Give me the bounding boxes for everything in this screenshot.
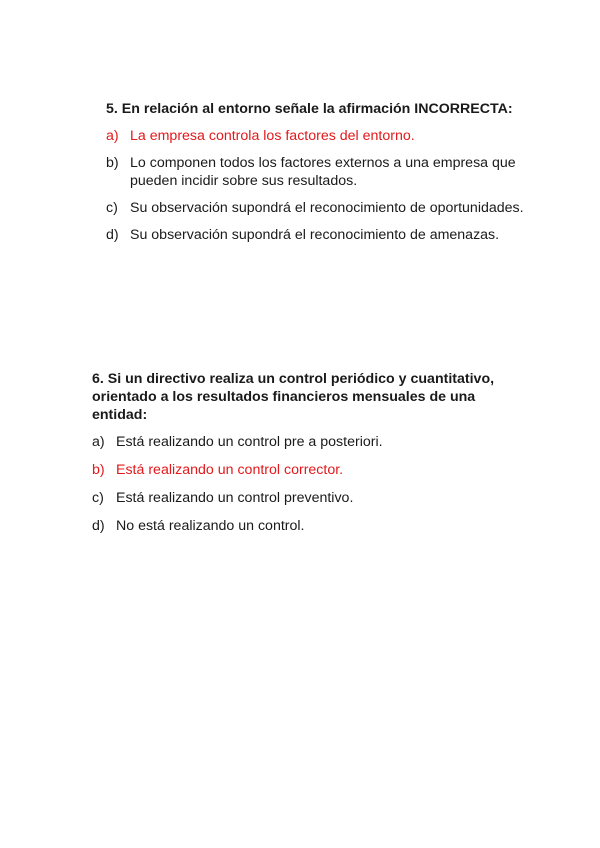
question-6-options xyxy=(92,433,512,535)
option-letter: a) xyxy=(92,434,105,450)
question-6-option-d xyxy=(92,517,512,535)
question-6 xyxy=(92,370,512,545)
option-text: No está realizando un control. xyxy=(116,518,305,534)
option-letter: a) xyxy=(106,128,119,144)
question-5-options xyxy=(106,127,546,244)
option-letter: b) xyxy=(106,155,119,171)
option-letter: c) xyxy=(106,200,118,216)
option-text: Está realizando un control pre a posteriori. xyxy=(116,434,383,450)
option-text: La empresa controla los factores del entorno. xyxy=(130,128,415,144)
option-letter: b) xyxy=(92,462,105,478)
question-5-option-c xyxy=(106,199,546,217)
question-5 xyxy=(106,100,546,253)
question-6-option-b xyxy=(92,461,512,479)
question-5-option-b xyxy=(106,154,546,190)
question-5-option-a xyxy=(106,127,546,145)
option-text: Su observación supondrá el reconocimiento de oportunidades. xyxy=(130,200,524,216)
option-text: Lo componen todos los factores externos a una empresa que pueden incidir sobre sus resultados. xyxy=(130,155,516,189)
option-letter: d) xyxy=(106,227,119,243)
question-6-title: 6. Si un directivo realiza un control periódico y cuantitativo, orientado a los resultados financieros mensuales de una entidad: xyxy=(92,371,495,423)
option-letter: d) xyxy=(92,518,105,534)
question-6-option-c xyxy=(92,489,512,507)
question-5-title: 5. En relación al entorno señale la afirmación INCORRECTA: xyxy=(106,101,513,117)
option-text: Está realizando un control preventivo. xyxy=(116,490,354,506)
question-5-option-d xyxy=(106,226,546,244)
option-letter: c) xyxy=(92,490,104,506)
option-text: Su observación supondrá el reconocimiento de amenazas. xyxy=(130,227,500,243)
question-6-option-a xyxy=(92,433,512,451)
option-text: Está realizando un control corrector. xyxy=(116,462,344,478)
